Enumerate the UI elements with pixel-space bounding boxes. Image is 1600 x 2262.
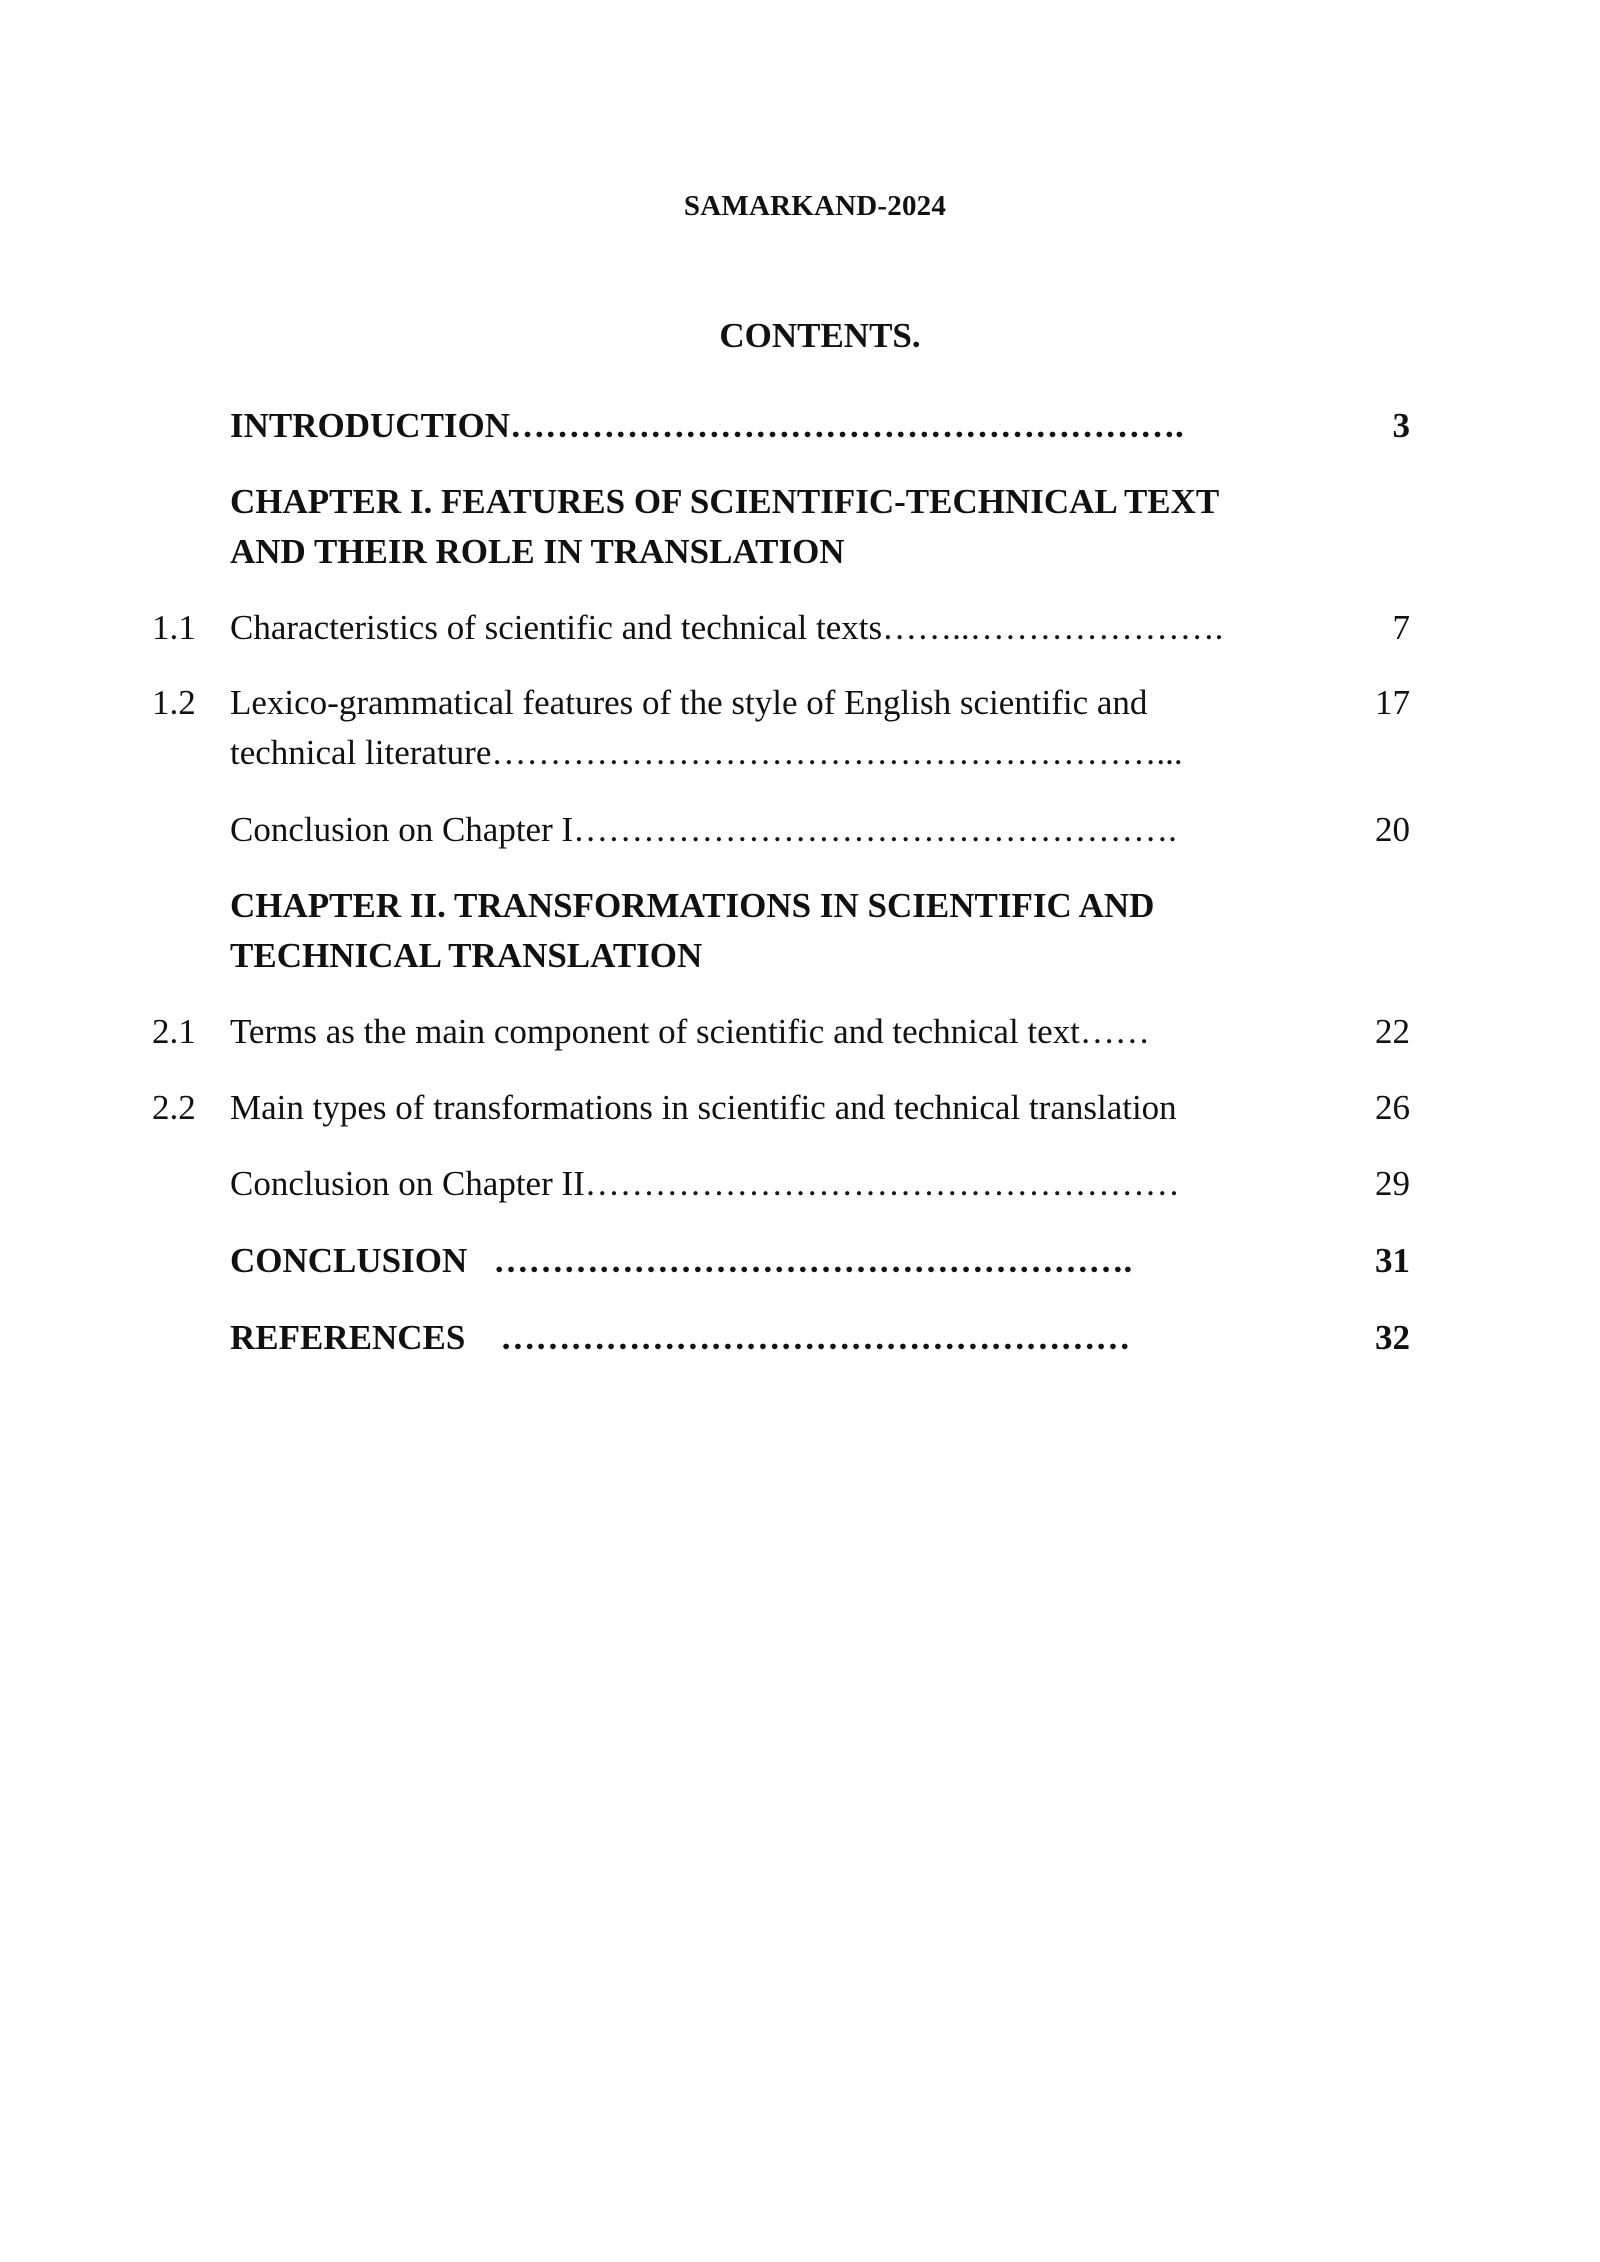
toc-page-number: 32 <box>1375 1318 1410 1357</box>
toc-title: REFERENCES ……………………………………………… <box>230 1318 1131 1357</box>
toc-number: 2.1 <box>152 1012 196 1051</box>
toc-title: Conclusion on Chapter II…………………………………………… <box>230 1164 1180 1203</box>
toc-title: CHAPTER I. FEATURES OF SCIENTIFIC-TECHNICAL TEXT AND THEIR ROLE IN TRANSLATION <box>230 482 1219 571</box>
toc-title: INTRODUCTION…………………………………………………. <box>230 406 1184 445</box>
contents-title: CONTENTS. <box>719 316 921 355</box>
toc-page-number: 7 <box>1392 608 1410 647</box>
toc-page-number: 22 <box>1375 1012 1410 1051</box>
toc-page-number: 29 <box>1375 1164 1410 1203</box>
toc-title: CONCLUSION ………………………………………………. <box>230 1241 1133 1280</box>
toc-title: Main types of transformations in scientific and technical translation <box>230 1088 1177 1127</box>
toc-title: Characteristics of scientific and technical texts……..…………………. <box>230 608 1224 647</box>
toc-title: Lexico-grammatical features of the style of English scientific and technical literature…………………………………………………... <box>230 683 1183 772</box>
toc-page-number: 26 <box>1375 1088 1410 1127</box>
toc-number: 2.2 <box>152 1088 196 1127</box>
toc-page-number: 31 <box>1375 1241 1410 1280</box>
toc-number: 1.2 <box>152 683 196 722</box>
city-year-heading: SAMARKAND-2024 <box>683 190 947 222</box>
toc-title: Conclusion on Chapter I……………………………………………. <box>230 810 1177 849</box>
toc-page-number: 17 <box>1375 683 1410 722</box>
toc-title: CHAPTER II. TRANSFORMATIONS IN SCIENTIFIC AND TECHNICAL TRANSLATION <box>230 886 1155 975</box>
toc-page-number: 3 <box>1392 406 1410 445</box>
toc-page-number: 20 <box>1375 810 1410 849</box>
toc-title: Terms as the main component of scientific and technical text…… <box>230 1012 1150 1051</box>
toc-number: 1.1 <box>152 608 196 647</box>
